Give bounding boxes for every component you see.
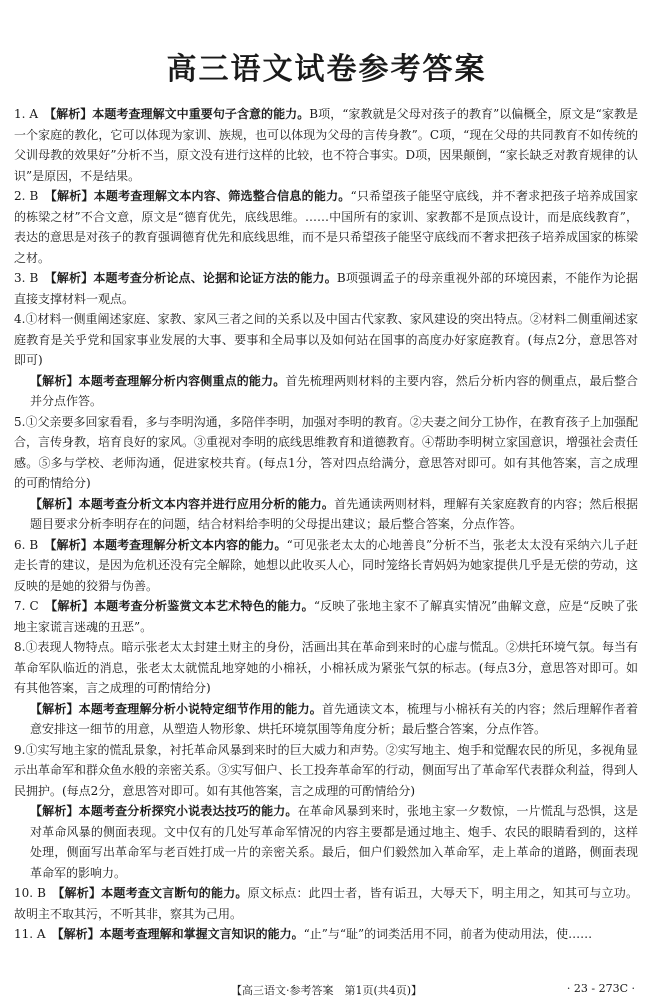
answer-item-7: 7. C 【解析】本题考查分析鉴赏文本艺术特色的能力。“反映了张地主家不了解真实情况”曲解文意，应是“反映了张地主家谎言迷魂的丑恶”。 (14, 599, 638, 634)
answer-item-5-analysis: 【解析】本题考查分析文本内容并进行应用分析的能力。首先通读两则材料，理解有关家庭教育的内容；然后根据题目要求分析李明存在的问题，结合材料给李明的父母提出建议；最后整合答案，分点作答。 (30, 496, 638, 531)
answer-item-4-analysis: 【解析】本题考查理解分析内容侧重点的能力。首先梳理两则材料的主要内容，然后分析内容的侧重点，最后整合并分点作答。 (30, 373, 638, 408)
answer-item-8-analysis: 【解析】本题考查理解分析小说特定细节作用的能力。首先通读文本，梳理与小棉袄有关的内容；然后理解作者着意安排这一细节的用意，从塑造人物形象、烘托环境氛围等角度分析；最后整合答案，分点作答。 (30, 701, 638, 736)
answer-item-5: 5.①父亲要多回家看看，多与李明沟通，多陪伴李明，加强对李明的教育。②夫妻之间分工协作，在教育孩子上加强配合，言传身教，培育良好的家风。③重视对李明的底线思维教育和道德教育。④帮助李明树立家国意识，增强社会责任感。⑤多与学校、老师沟通，促进家校共育。(每点1分，答对四点给满分，意思答对即可。如有其他答案，言之成理的可酌情给分) (14, 414, 639, 490)
answer-item-11: 11. A 【解析】本题考查理解和掌握文言知识的能力。“止”与“耻”的词类活用不同，前者为使动用法，使…… (14, 927, 593, 941)
answer-item-2: 2. B 【解析】本题考查理解文本内容、筛选整合信息的能力。“只希望孩子能坚守底线，并不奢求把孩子培养成国家的栋梁之材”不合文意，原文是“德育优先，底线思维。……中国所有的家训、家教都不是顶点设计，而是底线教育”，表达的意思是对孩子的教育强调德育优先和底线思维，而不是只希望孩子能坚守底线而不奢求把孩子培养成国家的栋梁之材。 (14, 189, 639, 265)
answer-item-1: 1. A 【解析】本题考查理解文中重要句子含意的能力。B项，“家教就是父母对孩子的教育”以偏概全，原文是“家教是一个家庭的教化，它可以体现为家训、族规，也可以体现为父母的言传身教”。C项，“现在父母的共同教育不如传统的父训母教的效果好”分析不当，原文没有进行这样的比较，也不符合事实。D项，因果颠倒，“家长缺乏对教育规律的认识”是原因，不是结果。 (14, 107, 638, 183)
answer-list (14, 104, 638, 945)
answer-item-10: 10. B 【解析】本题考查文言断句的能力。原文标点：此四士者，皆有诟丑，大辱天下，明主用之，知其可与立功。故明主不取其污，不听其非，察其为己用。 (14, 886, 638, 921)
footer-page-info: 【高三语文·参考答案 第1页(共4页)】 (230, 984, 423, 997)
answer-item-9-analysis: 【解析】本题考查分析探究小说表达技巧的能力。在革命风暴到来时，张地主家一夕数惊，一片慌乱与恐惧，这是对革命风暴的侧面表现。文中仅有的几处写革命军情况的内容主要都是通过地主、炮手、农民的眼睛看到的，这样处理，侧面写出革命军与老百姓打成一片的亲密关系。最后，佃户们毅然加入革命军，走上革命的道路，侧面表现革命军的影响力。 (30, 804, 638, 880)
answer-item-8: 8.①表现人物特点。暗示张老太太封建土财主的身份，活画出其在革命到来时的心虚与慌乱。②烘托环境气氛。每当有革命军队临近的消息，张老太太就慌乱地穿她的小棉袄，小棉袄成为紧张气氛的标志。(每点3分，意思答对即可。如有其他答案，言之成理的可酌情给分) (14, 640, 638, 695)
answer-item-3: 3. B 【解析】本题考查分析论点、论据和论证方法的能力。B项强调孟子的母亲重视外部的环境因素，不能作为论据直接支撑材料一观点。 (14, 271, 638, 306)
answer-item-6: 6. B 【解析】本题考查理解分析文本内容的能力。“可见张老太太的心地善良”分析不当，张老太太没有采纳六儿子赶走长青的建议，是因为危机还没有完全解除，她想以此收买人心，同时笼络长青妈妈为她家提供几乎是无偿的劳动，这反映的是她的狡猾与伪善。 (14, 537, 639, 593)
page-title: 高三语文试卷参考答案 (166, 52, 487, 87)
answer-item-4: 4.①材料一侧重阐述家庭、家教、家风三者之间的关系以及中国古代家教、家风建设的突出特点。②材料二侧重阐述家庭教育是关乎党和国家事业发展的大事、要事和全局事以及如何站在国事的高度办好家庭教育。(每点2分，意思答对即可) (14, 312, 638, 367)
footer-code: · 23 - 273C · (566, 982, 635, 995)
answer-item-9: 9.①实写地主家的慌乱景象，衬托革命风暴到来时的巨大威力和声势。②实写地主、炮手和觉醒农民的所见，多视角显示出革命军和群众鱼水般的亲密关系。③实写佃户、长工投奔革命军的行动，侧面写出了革命军代表群众利益，得到人民拥护。(每点2分，意思答对即可。如有其他答案，言之成理的可酌情给分) (14, 742, 639, 798)
